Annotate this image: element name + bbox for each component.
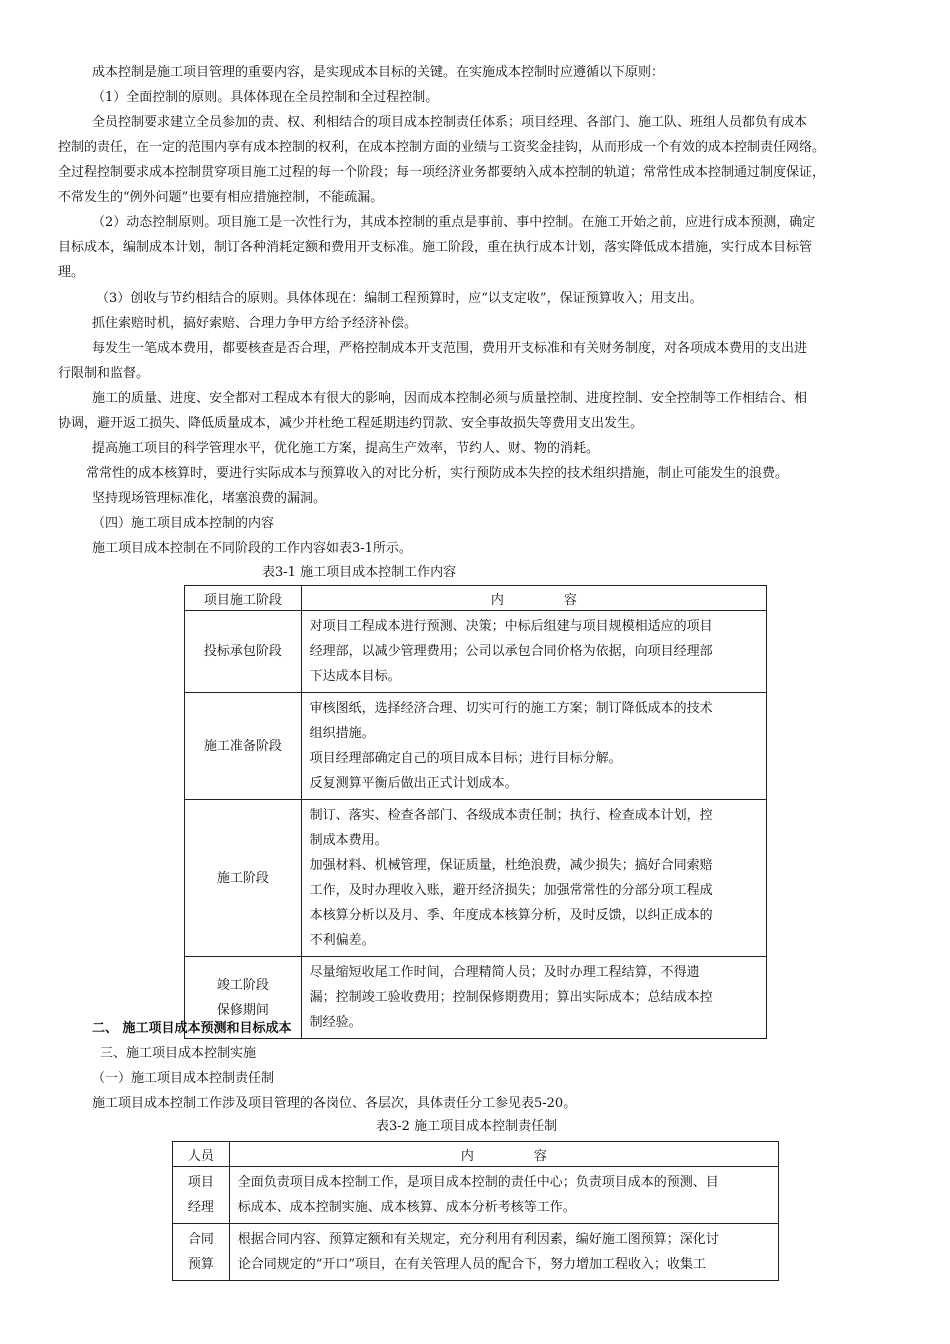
paragraph: 每发生一笔成本费用，都要核查是否合理，严格控制成本开支范围，费用开支标准和有关财务制度，对各项成本费用的支出进 [92,341,808,356]
paragraph: 常常性的成本核算时，要进行实际成本与预算收入的对比分析，实行预防成本失控的技术组织措施，制止可能发生的浪费。 [86,466,789,481]
paragraph: 全过程控制要求成本控制贯穿项目施工过程的每一个阶段；每一项经济业务都要纳入成本控制的轨道；常常性成本控制通过制度保证， [58,165,826,180]
table-row [173,1167,779,1224]
content-cell: 根据合同内容、预算定额和有关规定，充分利用有利因素，编好施工图预算；深化讨 论合同规定的“开口”项目，在有关管理人员的配合下，努力增加工程收入；收集工 [229,1224,778,1281]
content-cell: 对项目工程成本进行预测、决策；中标后组建与项目规模相适应的项目 经理部，以减少管理费用；公司以承包合同价格为依据，向项目经理部 下达成本目标。 [301,611,766,693]
paragraph: 抓住索赔时机，搞好索赔、合理力争甲方给予经济补偿。 [92,316,418,331]
role-cell: 项目 经理 [173,1167,230,1224]
paragraph: 行限制和监督。 [58,366,150,381]
table-row [185,800,767,957]
table-header-row [173,1142,779,1167]
paragraph: 提高施工项目的科学管理水平，优化施工方案，提高生产效率，节约人、财、物的消耗。 [92,441,600,456]
paragraph: 协调，避开返工损失、降低质量成本，减少并杜绝工程延期违约罚款、安全事故损失等费用支出发生。 [58,416,644,431]
paragraph: 理。 [58,265,85,280]
section-heading: 三、施工项目成本控制实施 [100,1046,257,1061]
content-cell: 尽量缩短收尾工作时间，合理精简人员；及时办理工程结算，不得遗 漏；控制竣工验收费用；控制保修期费用；算出实际成本；总结成本控 制经验。 [301,957,766,1039]
table-row [185,611,767,693]
paragraph: 施工项目成本控制在不同阶段的工作内容如表3-1所示。 [92,541,412,556]
paragraph: 不常发生的“例外问题”也要有相应措施控制，不能疏漏。 [58,190,384,205]
paragraph: （1）全面控制的原则。具体体现在全员控制和全过程控制。 [92,90,439,105]
stage-cell: 施工准备阶段 [185,693,302,800]
paragraph: 全员控制要求建立全员参加的责、权、利相结合的项目成本控制责任体系；项目经理、各部门、施工队、班组人员都负有成本 [92,115,808,130]
stage-cell: 施工阶段 [185,800,302,957]
paragraph: 施工项目成本控制工作涉及项目管理的各岗位、各层次，具体责任分工参见表5-20。 [92,1096,577,1111]
header-cell-content: 内 容 [229,1142,778,1167]
paragraph: （2）动态控制原则。项目施工是一次性行为，其成本控制的重点是事前、事中控制。在施工开始之前，应进行成本预测，确定 [92,215,816,230]
paragraph: （3）创收与节约相结合的原则。具体体现在：编制工程预算时，应“以支定收”，保证预算收入；用支出。 [96,291,703,306]
cost-control-responsibility-table [172,1141,779,1281]
paragraph: 目标成本，编制成本计划，制订各种消耗定额和费用开支标准。施工阶段，重在执行成本计划，落实降低成本措施，实行成本目标管 [58,240,813,255]
section-heading: 二、 施工项目成本预测和目标成本 [92,1021,292,1036]
table-row [173,1224,779,1281]
header-cell-stage: 项目施工阶段 [185,586,302,611]
table-row [185,693,767,800]
paragraph: 坚持现场管理标准化，堵塞浪费的漏洞。 [92,491,327,506]
cost-control-content-table [184,585,767,1039]
content-cell: 全面负责项目成本控制工作，是项目成本控制的责任中心；负责项目成本的预测、目 标成本、成本控制实施、成本核算、成本分析考核等工作。 [229,1167,778,1224]
content-cell: 制订、落实、检查各部门、各级成本责任制；执行、检查成本计划，控 制成本费用。 加强材料、机械管理，保证质量，杜绝浪费，减少损失；搞好合同索赔 工作，及时办理收入账，避开经济损失；加强常常性的分部分项工程成 本核算分析以及月、季、年度成本核算分析，及时反馈，以纠正成本的 不利偏差。 [301,800,766,957]
paragraph: 施工的质量、进度、安全都对工程成本有很大的影响，因而成本控制必须与质量控制、进度控制、安全控制等工作相结合、相 [92,391,808,406]
table-header-row [185,586,767,611]
content-cell: 审核图纸，选择经济合理、切实可行的施工方案；制订降低成本的技术 组织措施。 项目经理部确定自己的项目成本目标；进行目标分解。 反复测算平衡后做出正式计划成本。 [301,693,766,800]
table-caption: 表3-1 施工项目成本控制工作内容 [262,565,457,580]
table-caption: 表3-2 施工项目成本控制责任制 [376,1119,558,1134]
subsection-heading: （一）施工项目成本控制责任制 [92,1071,275,1086]
paragraph: 成本控制是施工项目管理的重要内容，是实现成本目标的关键。在实施成本控制时应遵循以下原则： [92,65,665,80]
paragraph: 控制的责任，在一定的范围内享有成本控制的权利，在成本控制方面的业绩与工资奖金挂钩，从而形成一个有效的成本控制责任网络。 [58,140,826,155]
stage-cell: 竣工阶段 保修期间 [185,957,302,1039]
header-cell-role: 人员 [173,1142,230,1167]
stage-cell: 投标承包阶段 [185,611,302,693]
header-cell-content: 内 容 [301,586,766,611]
paragraph: （四）施工项目成本控制的内容 [92,516,275,531]
role-cell: 合同 预算 [173,1224,230,1281]
